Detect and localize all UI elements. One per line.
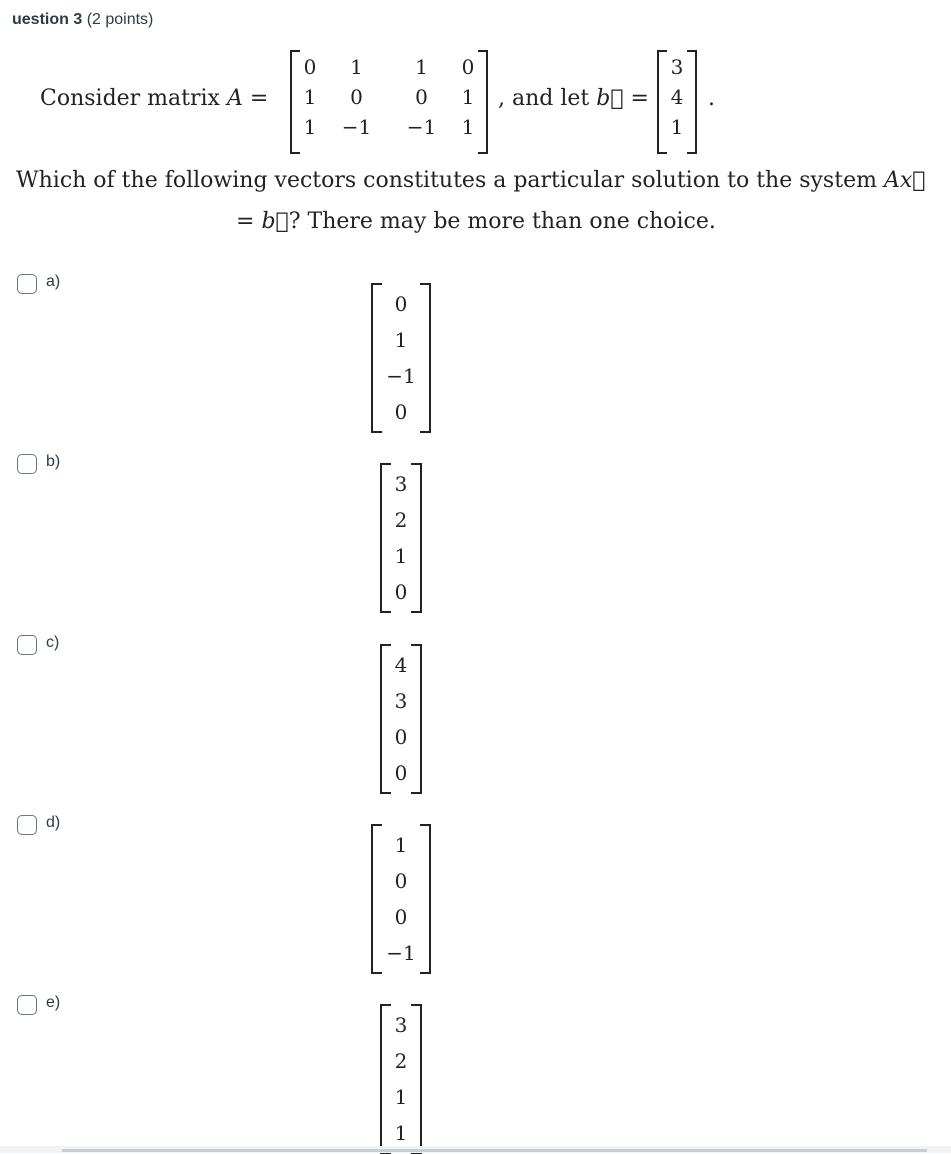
- option-vector: [371, 824, 431, 974]
- matrix-a-cell: 0: [350, 85, 363, 109]
- vector-b-row: [661, 52, 693, 82]
- prompt-b: b⃗: [261, 209, 289, 234]
- matrix-a-cell: 1: [415, 55, 428, 79]
- period: .: [708, 86, 715, 111]
- option-vector: [380, 463, 422, 613]
- option-vector-cell: 3: [394, 472, 408, 496]
- prompt-system: Ax⃗: [883, 168, 926, 193]
- question-header: [12, 8, 153, 32]
- option-checkbox[interactable]: [17, 815, 37, 835]
- matrix-a-cell: −1: [406, 115, 437, 139]
- matrix-symbol: A: [226, 86, 243, 111]
- vector-b-symbol: b⃗: [596, 86, 624, 111]
- option-vector-cell: 2: [394, 508, 408, 532]
- option-vector-cell: 1: [394, 833, 408, 857]
- option-vector-cell: 0: [394, 869, 408, 893]
- option-vector-cells: [371, 286, 431, 430]
- option-vector: [371, 283, 431, 433]
- option-checkbox[interactable]: [17, 454, 37, 474]
- option-vector-cells: [380, 647, 422, 791]
- vector-b-cell: 3: [670, 55, 684, 79]
- vector-b: [657, 50, 697, 154]
- option-vector-cell: 0: [394, 725, 408, 749]
- vector-b-cell: 1: [670, 115, 684, 139]
- option-checkbox[interactable]: [17, 635, 37, 655]
- bottom-rule: [62, 1149, 927, 1152]
- vector-b-cell: 4: [670, 85, 684, 109]
- option-vector-cell: 1: [394, 1085, 408, 1109]
- option-vector-cells: [380, 466, 422, 610]
- prompt-line-1: [16, 168, 925, 193]
- option-vector-cell: 4: [394, 653, 408, 677]
- intro-text-wrap: [40, 86, 268, 111]
- matrix-a-cell: 0: [415, 85, 428, 109]
- option-vector-cell: 1: [394, 328, 408, 352]
- matrix-a-cell: 1: [303, 115, 317, 139]
- matrix-a-row: [296, 52, 482, 82]
- option-vector-cell: −1: [386, 941, 416, 965]
- matrix-a-cell: 1: [303, 85, 317, 109]
- prompt-rest: ? There may be more than one choice.: [288, 209, 716, 234]
- option-vector-cell: 0: [394, 292, 408, 316]
- option-vector-cell: 0: [394, 905, 408, 929]
- option-vector-cell: 1: [394, 544, 408, 568]
- matrix-a-table: [296, 52, 482, 142]
- intro-text: Consider matrix: [40, 86, 220, 111]
- matrix-a-row: [296, 112, 482, 142]
- matrix-a-cell: 1: [350, 55, 363, 79]
- option-label[interactable]: d): [46, 814, 61, 831]
- option-vector-cell: 2: [394, 1049, 408, 1073]
- option-label[interactable]: a): [46, 273, 61, 290]
- option-vector-cell: 3: [394, 689, 408, 713]
- prompt-text: Which of the following vectors constitutes a particular solution to the system: [16, 168, 877, 193]
- question-points: (2 points): [86, 11, 154, 28]
- comma-text: , and let: [498, 86, 590, 111]
- option-vector-cell: −1: [386, 364, 416, 388]
- matrix-a-cell: 0: [303, 55, 317, 79]
- option-label[interactable]: e): [46, 994, 61, 1011]
- option-checkbox[interactable]: [17, 995, 37, 1015]
- option-label[interactable]: b): [46, 453, 61, 470]
- vector-b-row: [661, 112, 693, 142]
- question-title: uestion 3: [12, 11, 83, 28]
- option-vector: [380, 644, 422, 794]
- vector-b-intro: [498, 86, 649, 111]
- matrix-a-cell: −1: [341, 115, 372, 139]
- option-vector-cell: 0: [394, 400, 408, 424]
- equals-sign-2: =: [630, 86, 649, 111]
- option-vector-cell: 0: [394, 580, 408, 604]
- equals-sign: =: [249, 86, 269, 111]
- matrix-a-cell: 1: [461, 115, 475, 139]
- option-vector-cell: 0: [394, 761, 408, 785]
- matrix-a-row: [296, 82, 482, 112]
- option-vector-cells: [371, 827, 431, 971]
- prompt-equals: =: [236, 209, 255, 234]
- prompt-line-2: [236, 209, 716, 234]
- option-vector: [380, 1004, 422, 1154]
- option-checkbox[interactable]: [17, 274, 37, 294]
- option-vector-cell: 1: [394, 1121, 408, 1145]
- matrix-a-cell: 0: [461, 55, 475, 79]
- option-vector-cell: 3: [394, 1013, 408, 1037]
- vector-b-table: [661, 52, 693, 142]
- option-label[interactable]: c): [46, 634, 60, 651]
- matrix-a: [290, 50, 488, 154]
- matrix-a-cell: 1: [461, 85, 475, 109]
- option-vector-cells: [380, 1007, 422, 1151]
- vector-b-row: [661, 82, 693, 112]
